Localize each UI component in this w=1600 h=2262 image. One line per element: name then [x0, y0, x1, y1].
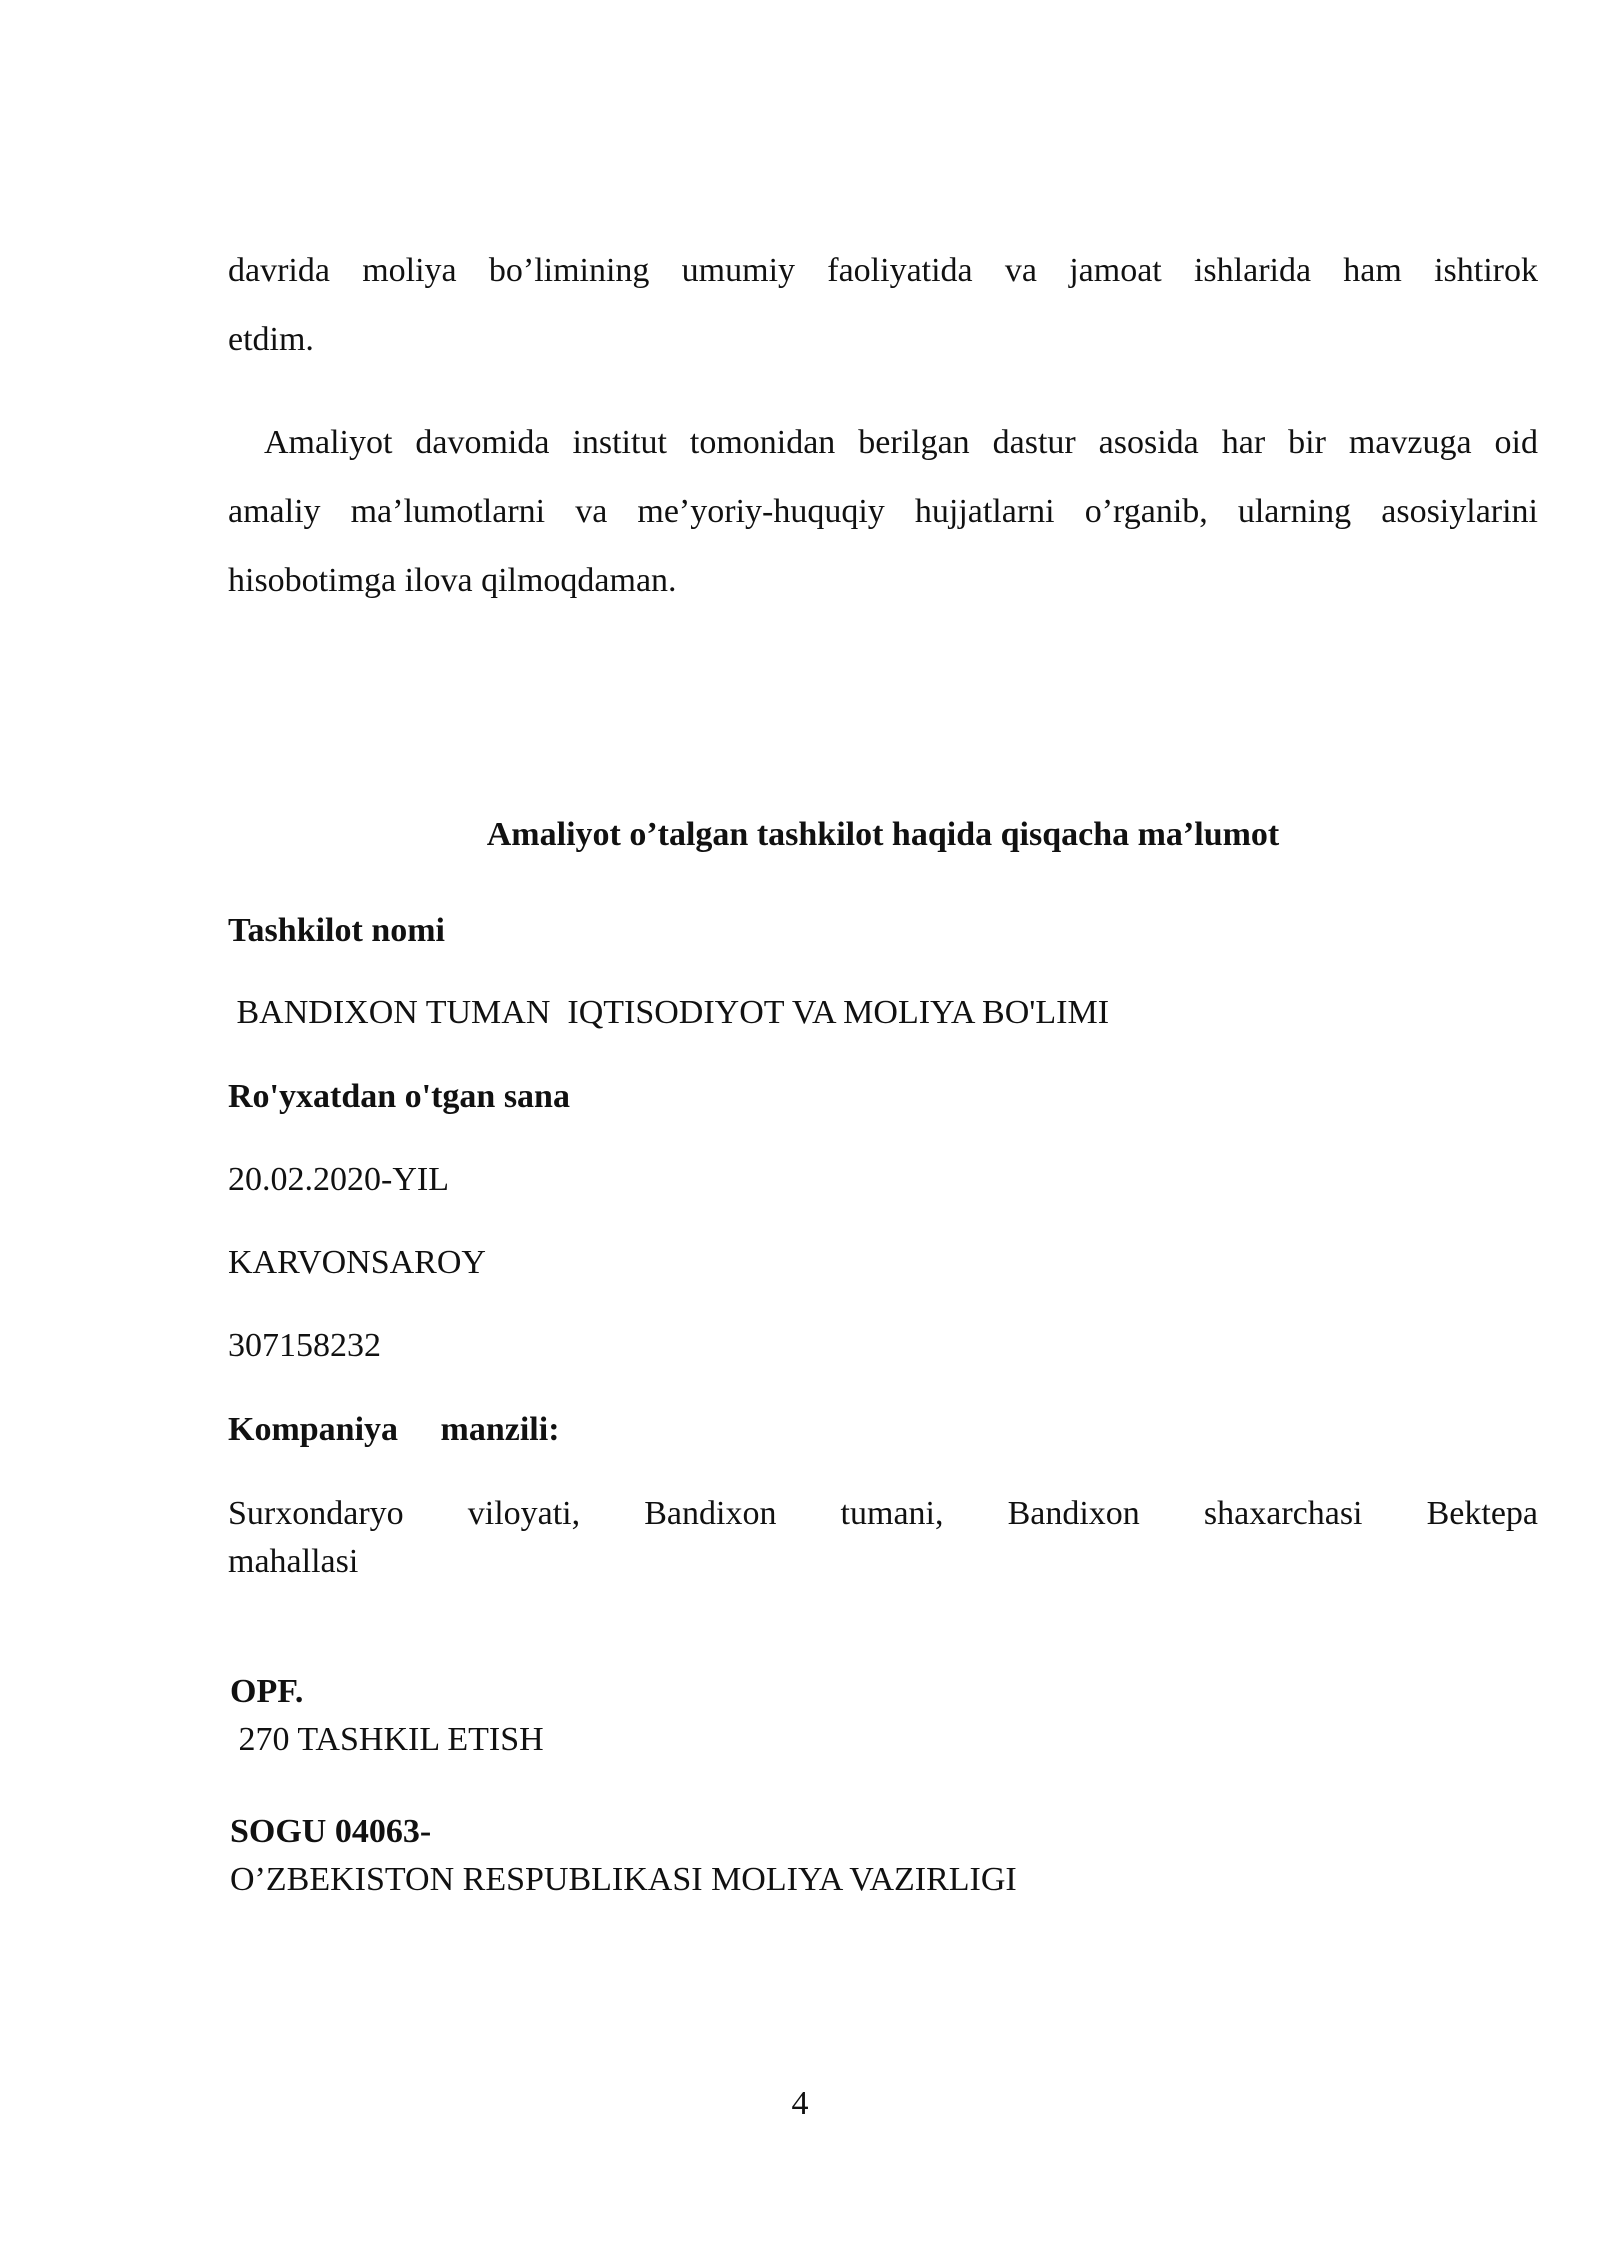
- address-label: Kompaniya manzili:: [228, 1411, 560, 1448]
- opf-label: OPF.: [230, 1673, 304, 1710]
- org-name-label: Tashkilot nomi: [228, 912, 445, 949]
- address-text: [228, 1490, 1538, 1586]
- org-name-value: BANDIXON TUMAN IQTISODIYOT VA MOLIYA BO'LIMI: [228, 994, 1110, 1031]
- address-line: mahallasi: [228, 1543, 359, 1580]
- sogu-value: O’ZBEKISTON RESPUBLIKASI MOLIYA VAZIRLIGI: [230, 1861, 1017, 1898]
- reg-date-label: Ro'yxatdan o'tgan sana: [228, 1078, 570, 1115]
- paragraph-continuation: [228, 236, 1538, 374]
- id-value: 307158232: [228, 1327, 381, 1364]
- reg-date-value: 20.02.2020-YIL: [228, 1161, 449, 1198]
- section-title: Amaliyot o’talgan tashkilot haqida qisqacha ma’lumot: [486, 816, 1280, 853]
- paragraph-practice: [228, 408, 1538, 615]
- page-number: 4: [791, 2085, 809, 2122]
- paragraph-line: davrida moliya bo’limining umumiy faoliyatida va jamoat ishlarida ham ishtirok: [228, 252, 1538, 289]
- address-line: Surxondaryo viloyati, Bandixon tumani, Bandixon shaxarchasi Bektepa: [228, 1495, 1538, 1532]
- opf-value: 270 TASHKIL ETISH: [230, 1721, 544, 1758]
- paragraph-line: etdim.: [228, 321, 314, 358]
- paragraph-line: amaliy ma’lumotlarni va me’yoriy-huquqiy hujjatlarni o’rganib, ularning asosiylarini: [228, 493, 1538, 530]
- paragraph-line: Amaliyot davomida institut tomonidan berilgan dastur asosida har bir mavzuga oid: [264, 424, 1538, 461]
- paragraph-line: hisobotimga ilova qilmoqdaman.: [228, 562, 677, 599]
- place-value: KARVONSAROY: [228, 1244, 486, 1281]
- sogu-label: SOGU 04063-: [230, 1813, 432, 1850]
